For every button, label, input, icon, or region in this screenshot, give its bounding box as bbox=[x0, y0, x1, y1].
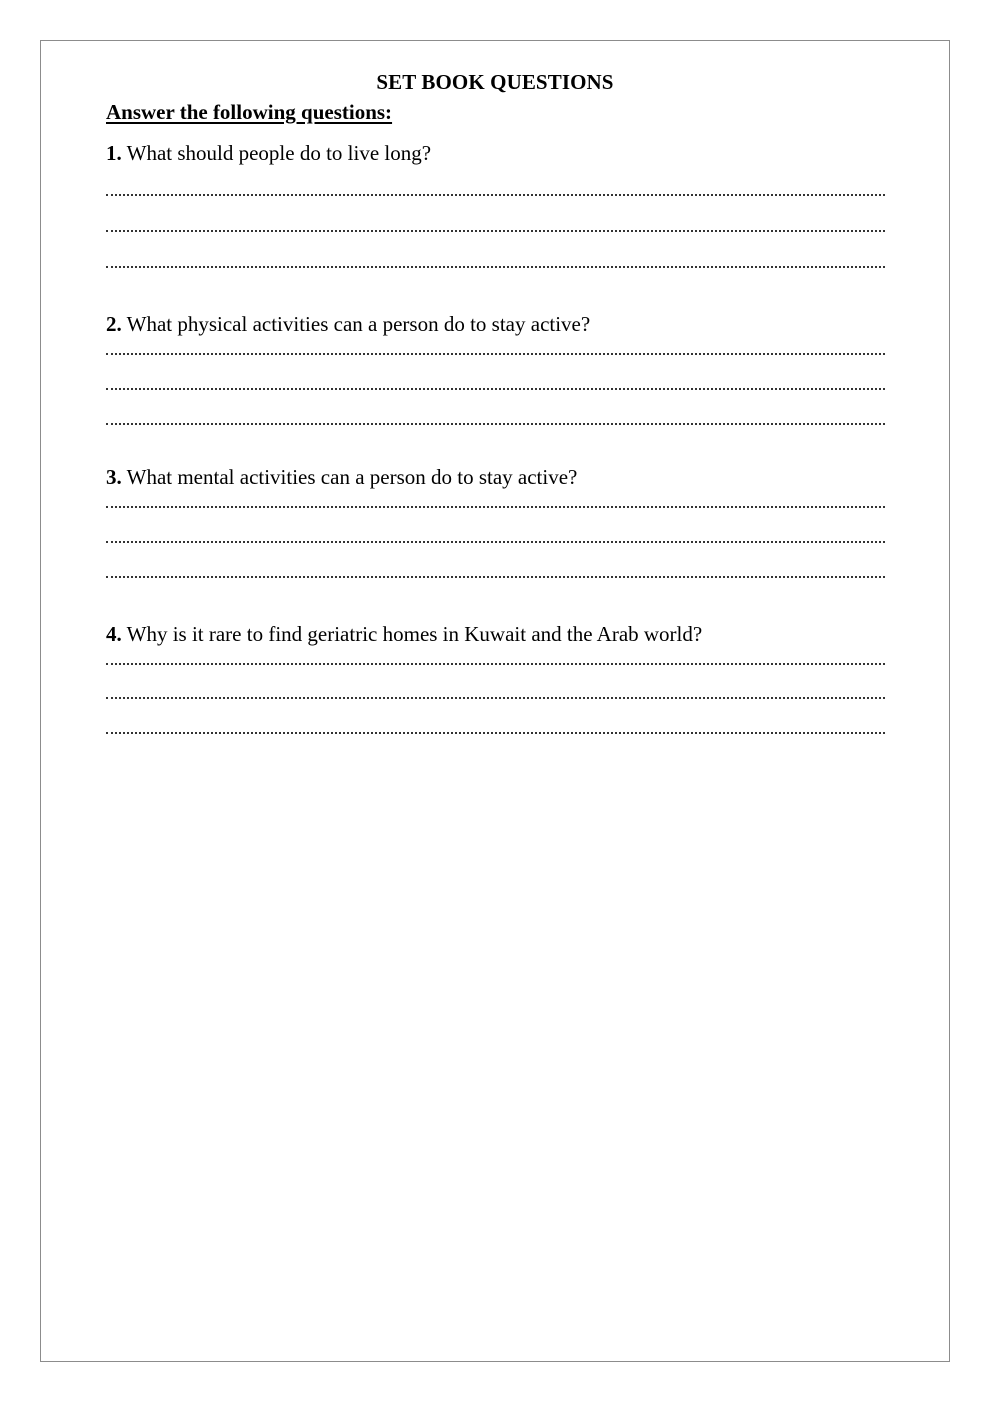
question-3-number: 3. bbox=[106, 465, 122, 489]
answer-line-2-2[interactable] bbox=[106, 388, 885, 390]
question-1 bbox=[106, 140, 431, 166]
worksheet-title: SET BOOK QUESTIONS bbox=[376, 70, 614, 94]
question-4-text: Why is it rare to find geriatric homes in Kuwait and the Arab world? bbox=[121, 622, 703, 646]
answer-line-2-1[interactable] bbox=[106, 353, 885, 355]
instruction-heading: Answer the following questions: bbox=[106, 100, 393, 124]
question-2 bbox=[106, 311, 590, 337]
question-4-number: 4. bbox=[106, 622, 122, 646]
answer-line-1-2[interactable] bbox=[106, 230, 885, 232]
answer-line-4-1[interactable] bbox=[106, 663, 885, 665]
page-border bbox=[40, 40, 950, 1362]
answer-line-4-2[interactable] bbox=[106, 697, 885, 699]
question-1-text: What should people do to live long? bbox=[121, 141, 432, 165]
answer-line-1-3[interactable] bbox=[106, 266, 885, 268]
question-4 bbox=[106, 621, 702, 647]
answer-line-3-1[interactable] bbox=[106, 506, 885, 508]
answer-line-3-2[interactable] bbox=[106, 541, 885, 543]
answer-line-4-3[interactable] bbox=[106, 732, 885, 734]
answer-line-3-3[interactable] bbox=[106, 576, 885, 578]
question-3-text: What mental activities can a person do to stay active? bbox=[121, 465, 578, 489]
answer-line-2-3[interactable] bbox=[106, 423, 885, 425]
question-3 bbox=[106, 464, 577, 490]
answer-line-1-1[interactable] bbox=[106, 194, 885, 196]
question-2-number: 2. bbox=[106, 312, 122, 336]
question-2-text: What physical activities can a person do to stay active? bbox=[121, 312, 591, 336]
question-1-number: 1. bbox=[106, 141, 122, 165]
